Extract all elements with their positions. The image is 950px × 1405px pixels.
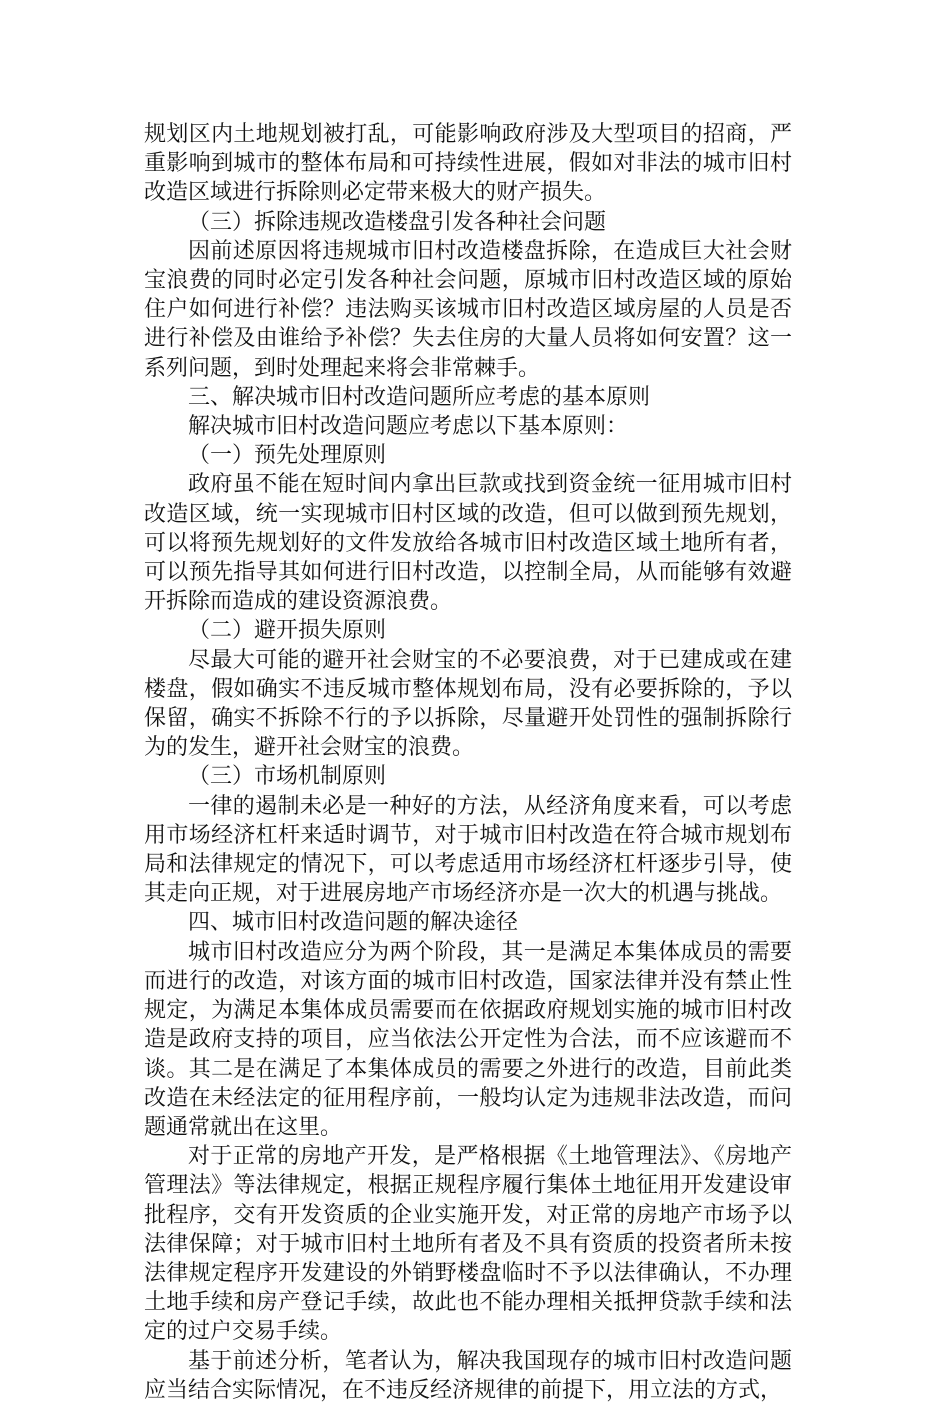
paragraph-continuation: 规划区内土地规划被打乱，可能影响政府涉及大型项目的招商，严重影响到城市的整体布局和可持续性进展，假如对非法的城市旧村改造区域进行拆除则必定带来极大的财产损失。 (144, 122, 792, 206)
paragraph: 一律的遏制未必是一种好的方法，从经济角度来看，可以考虑用市场经济杠杆来适时调节，对于城市旧村改造在符合城市规划布局和法律规定的情况下，可以考虑适用市场经济杠杆逐步引导，使其走向正规，对于进展房地产市场经济亦是一次大的机遇与挑战。 (144, 793, 792, 907)
paragraph: 解决城市旧村改造问题应考虑以下基本原则： (188, 414, 629, 440)
section-heading-4: 四、城市旧村改造问题的解决途径 (188, 910, 519, 936)
paragraph: 因前述原因将违规城市旧村改造楼盘拆除，在造成巨大社会财宝浪费的同时必定引发各种社会问题，原城市旧村改造区域的原始住户如何进行补偿？违法购买该城市旧村改造区域房屋的人员是否进行补偿及由谁给予补偿？失去住房的大量人员将如何安置？这一系列问题，到时处理起来将会非常棘手。 (144, 238, 792, 381)
paragraph: 基于前述分析，笔者认为，解决我国现存的城市旧村改造问题应当结合实际情况，在不违反经济规律的前提下，用立法的方式， (144, 1348, 792, 1403)
subheading-2: （二）避开损失原则 (188, 618, 387, 644)
subheading-1: （一）预先处理原则 (188, 443, 387, 469)
paragraph: 城市旧村改造应分为两个阶段，其一是满足本集体成员的需要而进行的改造，对该方面的城市旧村改造，国家法律并没有禁止性规定，为满足本集体成员需要而在依据政府规划实施的城市旧村改造是政府支持的项目，应当依法公开定性为合法，而不应该避而不谈。其二是在满足了本集体成员的需要之外进行的改造，目前此类改造在未经法定的征用程序前，一般均认定为违规非法改造，而问题通常就出在这里。 (144, 939, 792, 1140)
paragraph: 对于正常的房地产开发，是严格根据《土地管理法》、《房地产管理法》等法律规定，根据正规程序履行集体土地征用开发建设审批程序，交有开发资质的企业实施开发，对正常的房地产市场予以法律保障；对于城市旧村土地所有者及不具有资质的投资者所未按法律规定程序开发建设的外销野楼盘临时不予以法律确认，不办理土地手续和房产登记手续，故此也不能办理相关抵押贷款手续和法定的过户交易手续。 (144, 1144, 792, 1345)
paragraph: 政府虽不能在短时间内拿出巨款或找到资金统一征用城市旧村改造区域，统一实现城市旧村区域的改造，但可以做到预先规划，可以将预先规划好的文件发放给各城市旧村改造区域土地所有者，可以预先指导其如何进行旧村改造，以控制全局，从而能够有效避开拆除而造成的建设资源浪费。 (144, 472, 792, 615)
document-body (144, 120, 792, 1405)
section-heading-3: 三、解决城市旧村改造问题所应考虑的基本原则 (188, 384, 651, 410)
subheading-3: （三）市场机制原则 (188, 764, 387, 790)
subheading-3-3: （三）拆除违规改造楼盘引发各种社会问题 (188, 209, 607, 235)
paragraph: 尽最大可能的避开社会财宝的不必要浪费，对于已建成或在建楼盘，假如确实不违反城市整体规划布局，没有必要拆除的，予以保留，确实不拆除不行的予以拆除，尽量避开处罚性的强制拆除行为的发生，避开社会财宝的浪费。 (144, 647, 792, 761)
